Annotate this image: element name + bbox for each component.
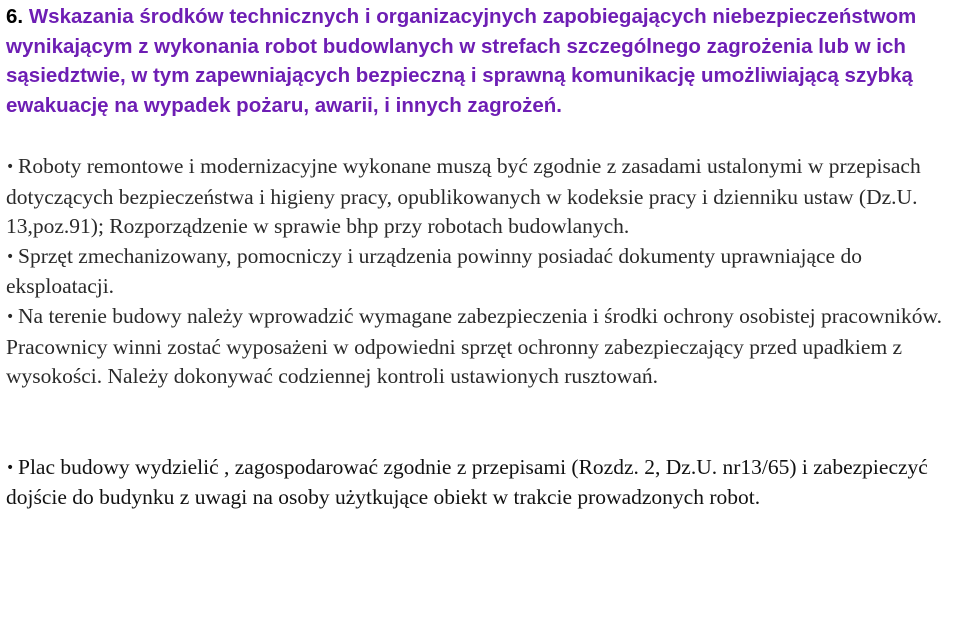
section-heading xyxy=(6,0,956,120)
bullet-text: Plac budowy wydzielić , zagospodarować zgodnie z przepisami (Rozdz. 2, Dz.U. nr13/65) i zabezpieczyć dojście do budynku z uwagi na osoby użytkujące obiekt w trakcie prowadzonych robot. xyxy=(6,454,928,510)
section-title: Wskazania środków technicznych i organizacyjnych zapobiegających niebezpieczeństwom wynikającym z wykonania robot budowlanych w strefach szczególnego zagrożenia lub w ich sąsiedztwie, w tym zapewniających bezpieczną i sprawną komunikację umożliwiającą szybką ewakuację na wypadek pożaru, awarii, i innych zagrożeń. xyxy=(6,5,917,117)
bullet-icon: • xyxy=(6,159,15,175)
list-item xyxy=(6,242,956,302)
list-item xyxy=(6,302,956,392)
section-number: 6. xyxy=(6,5,24,28)
bullet-text: Sprzęt zmechanizowany, pomocniczy i urządzenia powinny posiadać dokumenty uprawniające do eksploatacji. xyxy=(6,243,862,299)
bullet-icon: • xyxy=(6,459,15,476)
bullet-icon: • xyxy=(6,308,15,325)
bullet-text: Roboty remontowe i modernizacyjne wykonane muszą być zgodnie z zasadami ustalonymi w przepisach dotyczących bezpieczeństwa i higieny pracy, opublikowanych w kodeksie pracy i dzienniku ustaw (Dz.U. 13,poz.91); Rozporządzenie w sprawie bhp przy robotach budowlanych. xyxy=(6,154,921,239)
bullet-text: Na terenie budowy należy wprowadzić wymagane zabezpieczenia i środki ochrony osobistej pracowników. Pracownicy winni zostać wyposażeni w odpowiedni sprzęt ochronny zabezpieczający przed upadkiem z wysokości. Należy dokonywać codziennej kontroli ustawionych rusztowań. xyxy=(6,303,942,389)
list-item xyxy=(6,152,956,242)
bullet-icon: • xyxy=(6,248,15,265)
bullet-list xyxy=(6,152,956,513)
list-item xyxy=(6,453,956,513)
